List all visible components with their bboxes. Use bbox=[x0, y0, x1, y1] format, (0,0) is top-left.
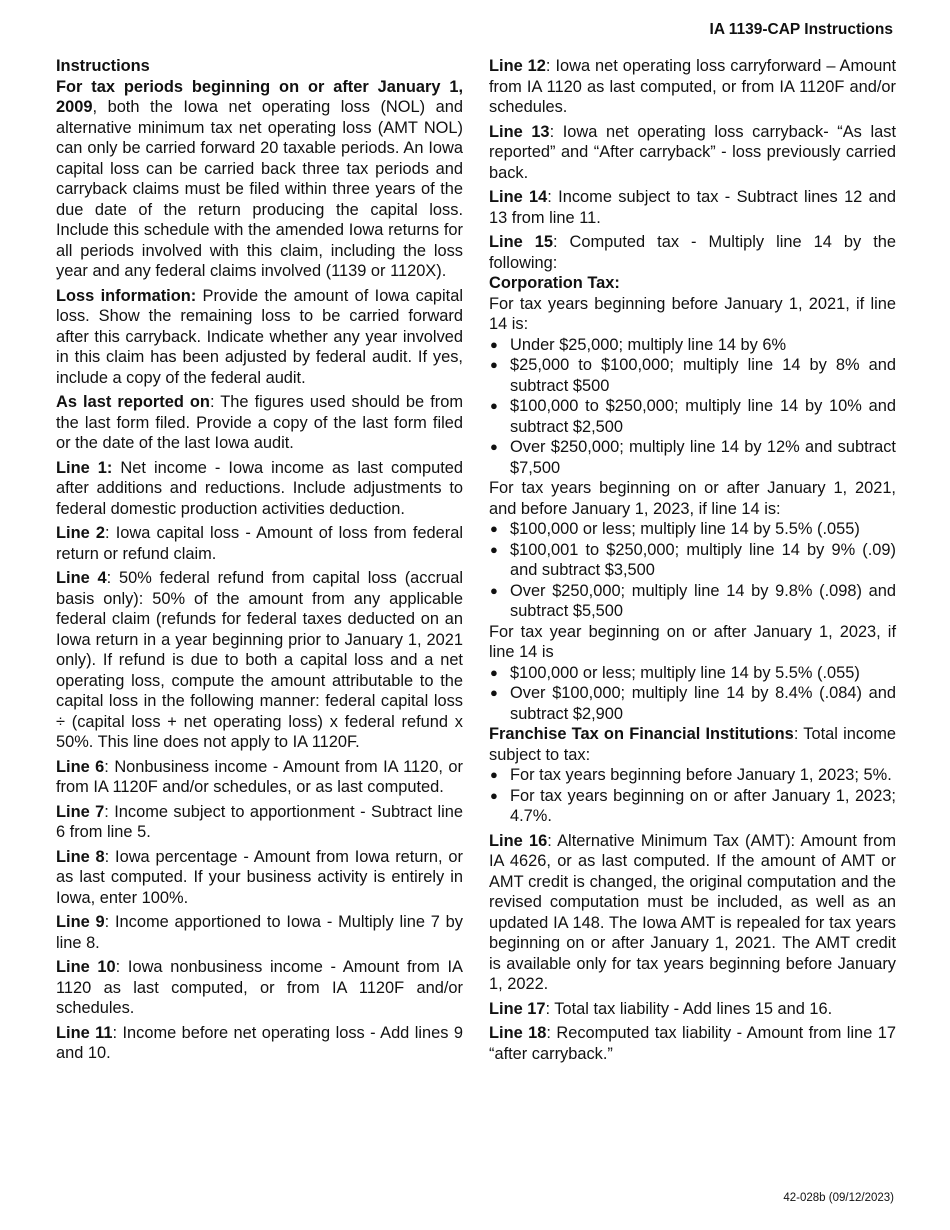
line-10-instruction: Line 10: Iowa nonbusiness income - Amount from IA 1120 as last computed, or from IA 1120F and/or schedules. bbox=[56, 958, 463, 1017]
bullet-icon: ● bbox=[490, 336, 498, 352]
bullet-icon: ● bbox=[490, 521, 498, 536]
corporation-tax-intro-2021-2022: For tax years beginning on or after January 1, 2021, and before January 1, 2023, if line 14 is: bbox=[489, 479, 896, 518]
loss-information-paragraph: Loss information: Provide the amount of Iowa capital loss. Show the remaining loss to be carried forward after this carryback. Indicate whether any year involved in this claim has been adjusted by federal audit. If yes, include a copy of the federal audit. bbox=[56, 286, 463, 387]
list-item: ● $100,001 to $250,000; multiply line 14 by 9% (.09) and subtract $3,500 bbox=[490, 540, 896, 579]
list-item: ● Over $100,000; multiply line 14 by 8.4% (.084) and subtract $2,900 bbox=[490, 684, 896, 723]
bullet-icon: ● bbox=[490, 787, 498, 803]
bullet-icon: ● bbox=[490, 541, 498, 557]
tax-periods-paragraph: For tax periods beginning on or after January 1, 2009, both the Iowa net operating loss (NOL) and alternative minimum tax net operating loss (AMT NOL) can only be carried forward 20 taxable periods. An Iowa capital loss can be carried back three tax periods and carryback claims must be filed within three years of the due date of the return producing the capital loss. Include this schedule with the amended Iowa returns for all periods involved with this claim, including the loss year and any federal claims involved (1139 or 1120X). bbox=[56, 77, 463, 280]
list-item: ● $25,000 to $100,000; multiply line 14 by 8% and subtract $500 bbox=[490, 356, 896, 395]
line-18-instruction: Line 18: Recomputed tax liability - Amount from line 17 “after carryback.” bbox=[489, 1024, 896, 1063]
right-column bbox=[489, 56, 896, 1068]
line-14-instruction: Line 14: Income subject to tax - Subtract lines 12 and 13 from line 11. bbox=[489, 188, 896, 227]
form-revision-code: 42-028b (09/12/2023) bbox=[783, 1192, 894, 1204]
line-15-instruction: Line 15: Computed tax - Multiply line 14 by the following: bbox=[489, 233, 896, 272]
line-17-instruction: Line 17: Total tax liability - Add lines 15 and 16. bbox=[489, 999, 833, 1018]
list-item: ● Under $25,000; multiply line 14 by 6% bbox=[490, 335, 787, 354]
corporation-tax-intro-2023: For tax year beginning on or after January 1, 2023, if line 14 is bbox=[489, 622, 896, 661]
line-8-instruction: Line 8: Iowa percentage - Amount from Iowa return, or as last computed. If your business activity is entirely in Iowa, enter 100%. bbox=[56, 847, 463, 907]
bullet-icon: ● bbox=[490, 664, 498, 680]
list-item: ● $100,000 or less; multiply line 14 by 5.5% (.055) bbox=[490, 520, 860, 538]
line-1-instruction: Line 1: Net income - Iowa income as last computed after additions and reductions. Include adjustments to federal domestic production activities deduction. bbox=[56, 458, 463, 518]
left-column bbox=[56, 56, 463, 1068]
list-item: ● For tax years beginning before January 1, 2023; 5%. bbox=[490, 766, 892, 784]
document-title: IA 1139-CAP Instructions bbox=[709, 21, 893, 38]
franchise-tax-rates bbox=[489, 765, 896, 827]
list-item: ● $100,000 or less; multiply line 14 by 5.5% (.055) bbox=[490, 663, 860, 682]
line-11-instruction: Line 11: Income before net operating loss - Add lines 9 and 10. bbox=[56, 1023, 464, 1062]
line-6-instruction: Line 6: Nonbusiness income - Amount from IA 1120, or from IA 1120F and/or schedules, or as last computed. bbox=[56, 757, 464, 796]
list-item: ● Over $250,000; multiply line 14 by 9.8% (.098) and subtract $5,500 bbox=[490, 581, 896, 620]
corporation-tax-brackets-2023 bbox=[489, 663, 896, 725]
line-4-instruction: Line 4: 50% federal refund from capital loss (accrual basis only): 50% of the amount from any applicable federal claim (refunds for federal taxes deducted on an Iowa return in a year beginning prior to January 1, 2021 only). If refund is due to both a capital loss and a net operating loss, compute the amount attributable to the capital loss in the following manner: federal capital loss ÷ (capital loss + net operating loss) x federal refund x 50%. This line does not apply to IA 1120F. bbox=[56, 569, 463, 751]
bullet-icon: ● bbox=[490, 685, 498, 700]
franchise-tax-intro: Franchise Tax on Financial Institutions: Total income subject to tax: bbox=[489, 725, 897, 764]
bullet-icon: ● bbox=[490, 439, 498, 454]
line-13-instruction: Line 13: Iowa net operating loss carryback- “As last reported” and “After carryback” - loss previously carried back. bbox=[489, 122, 896, 182]
line-12-instruction: Line 12: Iowa net operating loss carryforward – Amount from IA 1120 as last computed, or from IA 1120F and/or schedules. bbox=[489, 57, 896, 116]
corporation-tax-heading: Corporation Tax: bbox=[489, 274, 620, 292]
line-7-instruction: Line 7: Income subject to apportionment - Subtract line 6 from line 5. bbox=[56, 802, 463, 841]
instructions-heading: Instructions bbox=[56, 57, 150, 75]
as-last-reported-paragraph: As last reported on: The figures used should be from the last form filed. Provide a copy of the last form filed or the date of the last Iowa audit. bbox=[56, 393, 463, 452]
list-item: ● For tax years beginning on or after January 1, 2023; 4.7%. bbox=[490, 786, 896, 825]
line-9-instruction: Line 9: Income apportioned to Iowa - Multiply line 7 by line 8. bbox=[56, 913, 463, 952]
line-2-instruction: Line 2: Iowa capital loss - Amount of loss from federal return or refund claim. bbox=[56, 524, 463, 563]
bullet-icon: ● bbox=[490, 357, 498, 372]
list-item: ● Over $250,000; multiply line 14 by 12% and subtract $7,500 bbox=[490, 438, 896, 477]
line-16-instruction: Line 16: Alternative Minimum Tax (AMT): Amount from IA 4626, or as last computed. If the amount of AMT or AMT credit is changed, the original computation and the revised computation must be included, as well as an updated IA 148. The Iowa AMT is repealed for tax years beginning on or after January 1, 2021. The AMT credit is available only for tax years beginning before January 1, 2022. bbox=[489, 831, 897, 993]
bullet-icon: ● bbox=[490, 767, 498, 782]
list-item: ● $100,000 to $250,000; multiply line 14 by 10% and subtract $2,500 bbox=[490, 397, 896, 436]
bullet-icon: ● bbox=[490, 582, 498, 598]
bullet-icon: ● bbox=[490, 398, 498, 413]
corporation-tax-brackets-2021-2022 bbox=[489, 519, 896, 622]
corporation-tax-intro-pre-2021: For tax years beginning before January 1, 2021, if line 14 is: bbox=[489, 294, 896, 333]
corporation-tax-brackets-pre-2021 bbox=[489, 335, 896, 479]
